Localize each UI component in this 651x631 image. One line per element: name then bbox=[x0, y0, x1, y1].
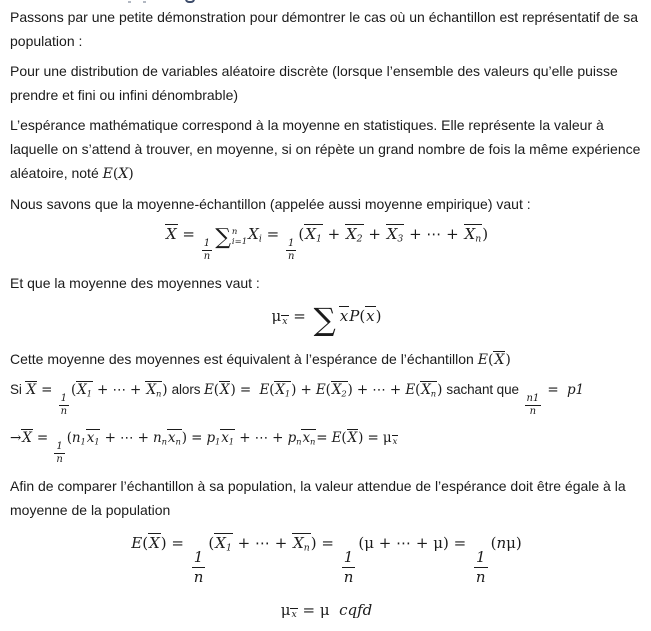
math-op: ) bbox=[162, 382, 172, 398]
math-subscript: n bbox=[309, 436, 316, 447]
math-op: ) bbox=[437, 382, 447, 398]
math-var: cqfd bbox=[339, 600, 373, 619]
fraction-numerator: 1 bbox=[287, 238, 295, 249]
math-op: ) bbox=[128, 166, 134, 182]
math-op: ( bbox=[269, 382, 275, 398]
math-var-sub: $n_1$ bbox=[71, 430, 86, 447]
math-overline-var: $x_1$ bbox=[86, 430, 100, 447]
math-op: + ⋯ + bbox=[100, 430, 154, 446]
math-op: = bbox=[261, 225, 284, 243]
math-subscript: 1 bbox=[315, 233, 322, 245]
text-run: Passons par une petite démonstration pour démontrer le cas où un échantillon est représentatif de sa population : bbox=[10, 9, 642, 49]
math-op: + bbox=[363, 225, 386, 243]
math-op: μ) bbox=[506, 534, 522, 552]
math-overline-var: $X_n$ bbox=[146, 382, 162, 399]
math-subscript: 1 bbox=[284, 388, 291, 399]
math-op: + ⋯ + bbox=[232, 534, 293, 552]
summation bbox=[215, 227, 247, 249]
math-op: + ⋯ + bbox=[235, 430, 288, 446]
math-subscript: n bbox=[175, 436, 181, 447]
math-op: = bbox=[288, 307, 311, 325]
math-overline-var: $X_n$ bbox=[421, 382, 437, 399]
text-run: Si bbox=[10, 382, 26, 397]
fraction-denominator: n bbox=[287, 251, 295, 262]
math-fraction bbox=[525, 393, 542, 418]
fraction-denominator: n bbox=[193, 567, 204, 586]
math-op: ) = bbox=[160, 534, 189, 552]
math-overline-var: $X_2$ bbox=[345, 225, 363, 245]
math-var: E bbox=[315, 382, 326, 398]
math-overline-var: x bbox=[366, 307, 375, 325]
clipped-text-speck bbox=[143, 1, 146, 3]
math-op: (μ + ⋯ + μ) = bbox=[358, 534, 471, 552]
math-overline-var: $X_1$ bbox=[275, 382, 291, 399]
math-var-sub: $\mu_x$ bbox=[271, 307, 288, 327]
math-op: ( bbox=[208, 534, 215, 552]
math-subscript: 1 bbox=[225, 542, 232, 554]
math-subscript: 3 bbox=[397, 233, 404, 245]
math-subscript: n bbox=[430, 388, 437, 399]
math-overline-var: X bbox=[347, 430, 358, 446]
math-op: ( bbox=[341, 430, 347, 446]
math-op: ) + ⋯ + bbox=[347, 382, 406, 398]
math-op: = bbox=[177, 225, 200, 243]
math-formula bbox=[10, 222, 643, 263]
math-subscript: n bbox=[155, 388, 162, 399]
paragraph bbox=[10, 59, 643, 107]
math-overline-var: $x_n$ bbox=[167, 430, 181, 447]
math-fraction bbox=[286, 238, 296, 263]
math-var: p1 bbox=[566, 382, 584, 398]
paragraph bbox=[10, 426, 643, 466]
math-op: + bbox=[322, 225, 345, 243]
math-var: E bbox=[477, 352, 488, 368]
math-op: = μ bbox=[297, 600, 340, 619]
math-op: → bbox=[10, 430, 22, 446]
math-subscript: 2 bbox=[356, 233, 363, 245]
math-overline-var: $X_n$ bbox=[464, 225, 482, 245]
math-subscript: x bbox=[392, 436, 398, 447]
clipped-text-speck bbox=[128, 1, 131, 3]
math-subscript: n bbox=[296, 436, 302, 447]
math-op: ( bbox=[142, 534, 149, 552]
math-op: = bbox=[32, 430, 53, 446]
math-subscript: 1 bbox=[86, 388, 92, 399]
math-op: = bbox=[36, 382, 57, 398]
math-op: ) = bbox=[181, 430, 207, 446]
math-fraction bbox=[202, 238, 212, 263]
text-run: Afin de comparer l’échantillon à sa population, la valeur attendue de l’espérance doit être égale à la moyenne de la population bbox=[10, 478, 630, 518]
fraction-denominator: n bbox=[475, 567, 486, 586]
fraction-numerator: 1 bbox=[343, 548, 354, 566]
math-overline-var: X bbox=[494, 352, 505, 368]
math-var-sub: $p_1$ bbox=[206, 430, 221, 447]
math-overline-var: $x_n$ bbox=[302, 430, 316, 447]
math-overline-var: X bbox=[22, 430, 32, 446]
math-var-sub: $p_n$ bbox=[287, 430, 302, 447]
math-formula bbox=[10, 598, 643, 623]
math-subscript: n bbox=[161, 436, 167, 447]
math-var: E bbox=[102, 166, 113, 182]
fraction-denominator: n bbox=[56, 454, 63, 465]
math-subscript: 1 bbox=[215, 436, 221, 447]
math-var: P bbox=[349, 307, 360, 325]
math-op: ) = bbox=[358, 430, 383, 446]
math-op: ( bbox=[112, 166, 119, 182]
math-subscript: i bbox=[258, 233, 262, 245]
math-fraction bbox=[59, 393, 69, 418]
text-run: Cette moyenne des moyennes est équivalent à l’espérance de l’échantillon bbox=[10, 351, 478, 367]
math-subscript: 1 bbox=[228, 436, 234, 447]
paragraph bbox=[10, 378, 643, 418]
math-subscript: x bbox=[291, 609, 297, 621]
math-var-sub: $\mu_x$ bbox=[382, 430, 398, 447]
math-overline-var: $X_1$ bbox=[305, 225, 322, 245]
math-op: ( bbox=[487, 352, 494, 368]
fraction-numerator: 1 bbox=[203, 238, 211, 249]
math-var: E bbox=[405, 382, 416, 398]
math-overline-var: $x_1$ bbox=[221, 430, 234, 447]
math-op: ) + bbox=[291, 382, 316, 398]
math-op: ( bbox=[415, 382, 421, 398]
math-op: ) bbox=[505, 352, 511, 368]
math-op: ( bbox=[325, 382, 331, 398]
math-overline-var: X bbox=[165, 225, 177, 243]
sigma-icon: ∑ bbox=[215, 225, 231, 250]
math-op: ( bbox=[213, 382, 219, 398]
math-op: ( bbox=[66, 430, 72, 446]
text-run: Nous savons que la moyenne-échantillon (appelée aussi moyenne empirique) vaut : bbox=[10, 196, 531, 212]
paragraph bbox=[10, 192, 643, 216]
math-var: X bbox=[118, 166, 129, 182]
math-op: = bbox=[316, 430, 332, 446]
math-overline-var: $X_3$ bbox=[386, 225, 404, 245]
math-var: E bbox=[259, 382, 270, 398]
math-var: E bbox=[331, 430, 342, 446]
fraction-denominator: n bbox=[203, 251, 211, 262]
fraction-denominator: n bbox=[529, 406, 536, 417]
fraction-denominator: n bbox=[343, 567, 354, 586]
text-run: Et que la moyenne des moyennes vaut : bbox=[10, 275, 260, 291]
fraction-numerator: n1 bbox=[526, 393, 540, 404]
math-op: ( bbox=[490, 534, 497, 552]
paragraph bbox=[10, 5, 643, 53]
math-op: = bbox=[543, 382, 567, 398]
math-overline-var: $X_n$ bbox=[293, 534, 310, 554]
math-formula bbox=[10, 528, 643, 590]
math-overline-var: $X_2$ bbox=[331, 382, 347, 399]
summation-limits: n i=1 bbox=[231, 227, 248, 247]
fraction-numerator: 1 bbox=[475, 548, 486, 566]
math-subscript: 1 bbox=[80, 436, 86, 447]
paragraph bbox=[10, 113, 643, 186]
sigma-icon: ∑ bbox=[313, 302, 336, 338]
math-op: + ⋯ + bbox=[92, 382, 146, 398]
math-subscript: 1 bbox=[94, 436, 100, 447]
math-op: ( bbox=[70, 382, 77, 398]
fraction-numerator: 1 bbox=[56, 441, 63, 452]
math-op: ( bbox=[298, 225, 305, 243]
math-fraction bbox=[54, 441, 64, 466]
fraction-denominator: n bbox=[60, 406, 67, 417]
math-op: ( bbox=[359, 307, 366, 325]
math-var: E bbox=[131, 534, 143, 552]
math-var-sub: $n_n$ bbox=[153, 430, 167, 447]
document-body bbox=[10, 5, 643, 631]
text-run: alors bbox=[171, 382, 205, 397]
math-var: E bbox=[204, 382, 214, 398]
math-op: ) = bbox=[310, 534, 339, 552]
paragraph bbox=[10, 347, 643, 372]
math-subscript: x bbox=[282, 315, 288, 327]
math-formula bbox=[10, 301, 643, 339]
text-run: Pour une distribution de variables aléatoire discrète (lorsque l’ensemble des valeurs qu’elle puisse prendre et fini ou infini dénombrable) bbox=[10, 63, 622, 103]
math-var-sub: $\mu_x$ bbox=[280, 600, 297, 621]
paragraph bbox=[10, 271, 643, 295]
math-overline-var: x bbox=[339, 307, 349, 325]
math-overline-var: X bbox=[219, 382, 230, 398]
math-var: n bbox=[496, 534, 507, 552]
math-op: + ⋯ + bbox=[404, 225, 464, 243]
math-op: ) bbox=[482, 225, 489, 243]
math-subscript: n bbox=[303, 542, 310, 554]
paragraph bbox=[10, 474, 643, 522]
fraction-numerator: 1 bbox=[193, 548, 204, 566]
math-fraction bbox=[474, 548, 488, 587]
text-run: L’espérance mathématique correspond à la moyenne en statistiques. Elle représente la valeur à laquelle on s’attend à trouver, en moyenne, si on répète un grand nombre de fois la même expérience aléatoire, noté bbox=[10, 117, 645, 181]
math-overline-var: $X_1$ bbox=[215, 534, 232, 554]
math-fraction bbox=[192, 548, 206, 587]
math-subscript: 2 bbox=[341, 388, 347, 399]
math-fraction bbox=[342, 548, 356, 587]
fraction-numerator: 1 bbox=[60, 393, 67, 404]
math-subscript: n bbox=[475, 233, 482, 245]
text-run: sachant que bbox=[446, 382, 523, 397]
math-var-sub: $X_i$ bbox=[248, 225, 262, 245]
math-overline-var: X bbox=[149, 534, 160, 552]
math-overline-var: $X_1$ bbox=[77, 382, 92, 399]
math-op: ) = bbox=[230, 382, 260, 398]
math-overline-var: X bbox=[26, 382, 36, 398]
clipped-heading-descender bbox=[185, 0, 195, 3]
math-op: ) bbox=[375, 307, 382, 325]
